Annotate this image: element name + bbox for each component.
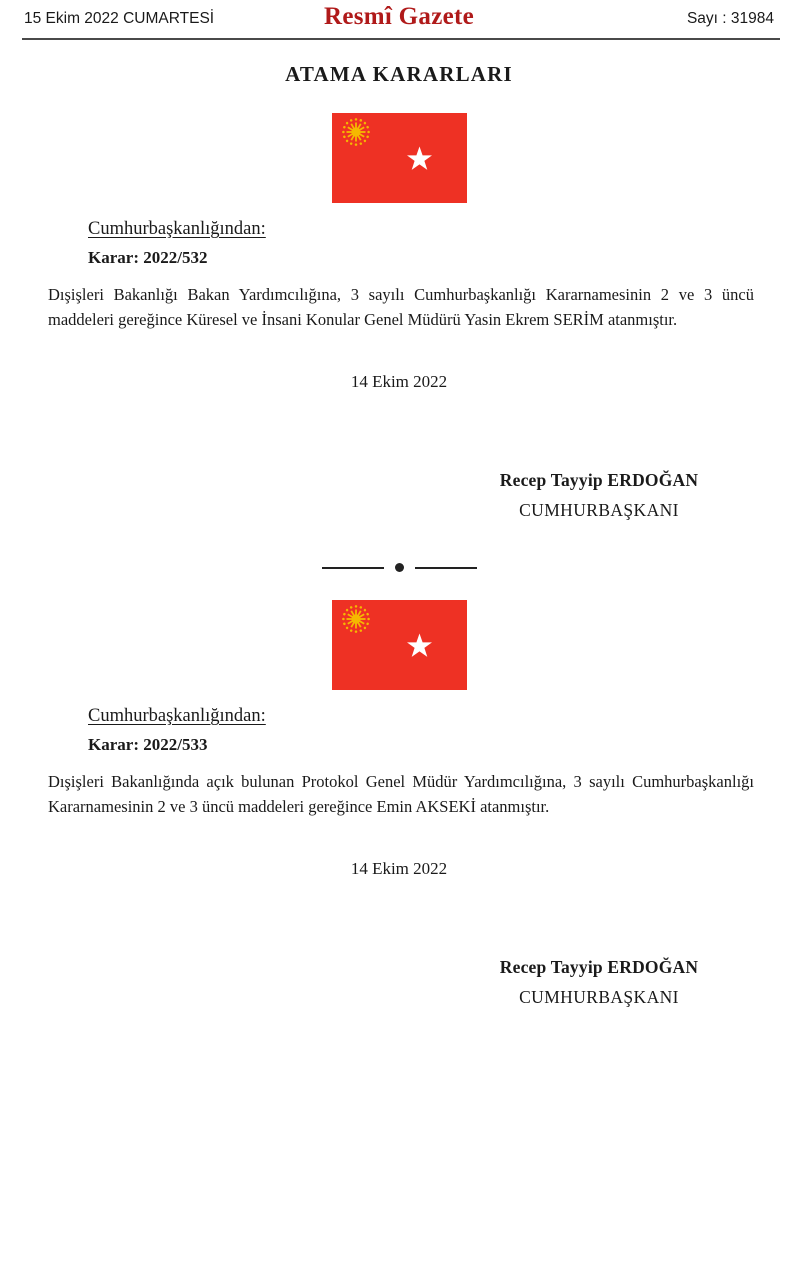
signer-role: CUMHURBAŞKANI <box>519 500 679 521</box>
authority-row <box>0 219 798 240</box>
issuing-authority: Cumhurbaşkanlığından: <box>88 706 266 727</box>
issuing-authority: Cumhurbaşkanlığından: <box>88 219 266 239</box>
signer-role: CUMHURBAŞKANI <box>519 987 679 1008</box>
decision-number: Karar: 2022/532 <box>88 248 208 267</box>
section-separator <box>0 563 798 572</box>
turkish-presidential-flag-icon <box>332 113 467 203</box>
gazette-issue-number: Sayı : 31984 <box>686 10 774 27</box>
gazette-date: 15 Ekim 2022 CUMARTESİ <box>24 10 215 27</box>
signer-name: Recep Tayyip ERDOĞAN <box>499 470 699 491</box>
turkish-presidential-flag-icon <box>332 600 467 690</box>
signature-block <box>400 470 798 521</box>
decision-date: 14 Ekim 2022 <box>350 859 448 879</box>
masthead-divider <box>22 38 780 40</box>
decision-block <box>0 113 798 521</box>
signature-block <box>400 957 798 1008</box>
page-title: ATAMA KARARLARI <box>285 62 513 86</box>
authority-row <box>0 706 798 727</box>
decision-body: Dışişleri Bakanlığı Bakan Yardımcılığına, 3 sayılı Cumhurbaşkanlığı Kararnamesinin 2 ve 3 üncü maddeleri gereğince Küresel ve İnsani Konular Genel Müdürü Yasin Ekrem SERİM atanmıştır. <box>48 285 754 330</box>
masthead <box>0 0 798 38</box>
decision-block <box>0 600 798 1008</box>
gazette-title: Resmî Gazete <box>323 3 475 30</box>
flag-container <box>0 600 798 690</box>
separator-line-right <box>415 567 477 569</box>
flag-container <box>0 113 798 203</box>
signer-name: Recep Tayyip ERDOĞAN <box>499 957 699 978</box>
decision-date: 14 Ekim 2022 <box>350 372 448 392</box>
separator-line-left <box>322 567 384 569</box>
separator-dot-icon <box>395 563 404 572</box>
decision-number: Karar: 2022/533 <box>88 735 208 755</box>
decision-body: Dışişleri Bakanlığında açık bulunan Protokol Genel Müdür Yardımcılığına, 3 sayılı Cumhurbaşkanlığı Kararnamesinin 2 ve 3 üncü maddeleri gereğince Emin AKSEKİ atanmıştır. <box>48 772 754 817</box>
